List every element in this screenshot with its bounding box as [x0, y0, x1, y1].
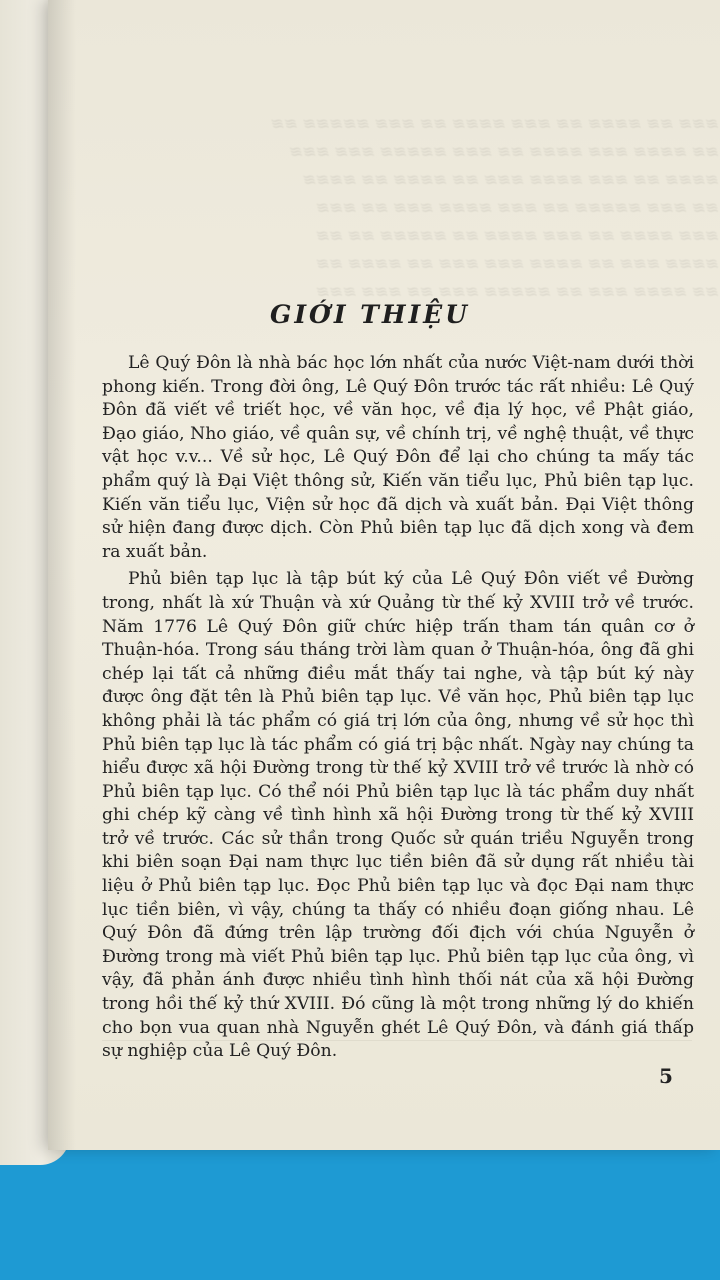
- page-gutter-shadow: [48, 0, 76, 1150]
- paragraph: Phủ biên tạp lục là tập bút ký của Lê Quý Đôn viết về Đường trong, nhất là xứ Thuận và xứ Quảng từ thế kỷ XVIII trở về trước. Năm 1776 Lê Quý Đôn giữ chức hiệp trấn tham tán quân cơ ở Thuận-hóa. Trong sáu tháng trời làm quan ở Thuận-hóa, ông đã ghi chép lại tất cả những điều mắt thấy tai nghe, và tập bút ký này được ông đặt tên là Phủ biên tạp lục. Về văn học, Phủ biên tạp lục không phải là tác phẩm có giá trị lớn của ông, nhưng về sử học thì Phủ biên tạp lục là tác phẩm có giá trị bậc nhất. Ngày nay chúng ta hiểu được xã hội Đường trong từ thế kỷ XVIII trở về trước là nhờ có Phủ biên tạp lục. Có thể nói Phủ biên tạp lục là tác phẩm duy nhất ghi chép kỹ càng về tình hình xã hội Đường trong từ thế kỷ XVIII trở về trước. Các sử thần trong Quốc sử quán triều Nguyễn trong khi biên soạn Đại nam thực lục tiền biên đã sử dụng rất nhiều tài liệu ở Phủ biên tạp lục. Đọc Phủ biên tạp lục và đọc Đại nam thực lục tiền biên, vì vậy, chúng ta thấy có nhiều đoạn giống nhau. Lê Quý Đôn đã đứng trên lập trường đối địch với chúa Nguyễn ở Đường trong mà viết Phủ biên tạp lục. Phủ biên tạp lục của ông, vì vậy, đã phản ánh được nhiều tình hình thối nát của xã hội Đường trong hồi thế kỷ thứ XVIII. Đó cũng là một trong những lý do khiến cho bọn vua quan nhà Nguyễn ghét Lê Quý Đôn, và đánh giá thấp sự nghiệp của Lê Quý Đôn.: [102, 569, 694, 1062]
- show-through-text: ≋≋≋ ≋≋ ≋≋≋≋ ≋≋ ≋≋≋ ≋≋≋≋ ≋≋ ≋≋≋ ≋≋≋≋≋ ≋≋ ≋≋ ≋≋≋≋ ≋≋≋ ≋≋≋≋ ≋≋ ≋≋≋ ≋≋≋≋≋ ≋≋≋ ≋≋≋ ≋≋≋≋ ≋≋ ≋≋≋ ≋≋≋≋ ≋≋≋ ≋≋ ≋≋≋≋ ≋≋ ≋≋≋≋ ≋≋ ≋≋≋ ≋≋≋≋≋ ≋≋ ≋≋≋ ≋≋≋≋ ≋≋≋ ≋≋ ≋≋≋ ≋≋≋ ≋≋≋≋ ≋≋ ≋≋≋ ≋≋≋≋ ≋≋ ≋≋≋≋≋ ≋≋ ≋≋ ≋≋≋≋ ≋≋≋ ≋≋ ≋≋≋≋ ≋≋≋ ≋≋≋ ≋≋ ≋≋≋≋ ≋≋ ≋≋ ≋≋≋≋ ≋≋≋ ≋≋ ≋≋≋≋≋ ≋≋≋ ≋≋ ≋≋≋ ≋≋≋: [272, 114, 720, 301]
- footer-rule: [102, 1040, 692, 1041]
- page-number: 5: [659, 1064, 673, 1088]
- page-title: GIỚI THIỆU: [270, 300, 470, 329]
- paragraph: Lê Quý Đôn là nhà bác học lớn nhất của nước Việt-nam dưới thời phong kiến. Trong đời ông, Lê Quý Đôn trước tác rất nhiều: Lê Quý Đôn đã viết về triết học, về văn học, về địa lý học, về Phật giáo, Đạo giáo, Nho giáo, về quân sự, về chính trị, về nghệ thuật, về thực vật học v.v... Về sử học, Lê Quý Đôn để lại cho chúng ta mấy tác phẩm quý là Đại Việt thông sử, Kiến văn tiểu lục, Phủ biên tạp lục. Kiến văn tiểu lục, Viện sử học đã dịch và xuất bản. Đại Việt thông sử hiện đang được dịch. Còn Phủ biên tạp lục đã dịch xong và đem ra xuất bản.: [102, 353, 694, 562]
- body-text: [102, 352, 694, 1064]
